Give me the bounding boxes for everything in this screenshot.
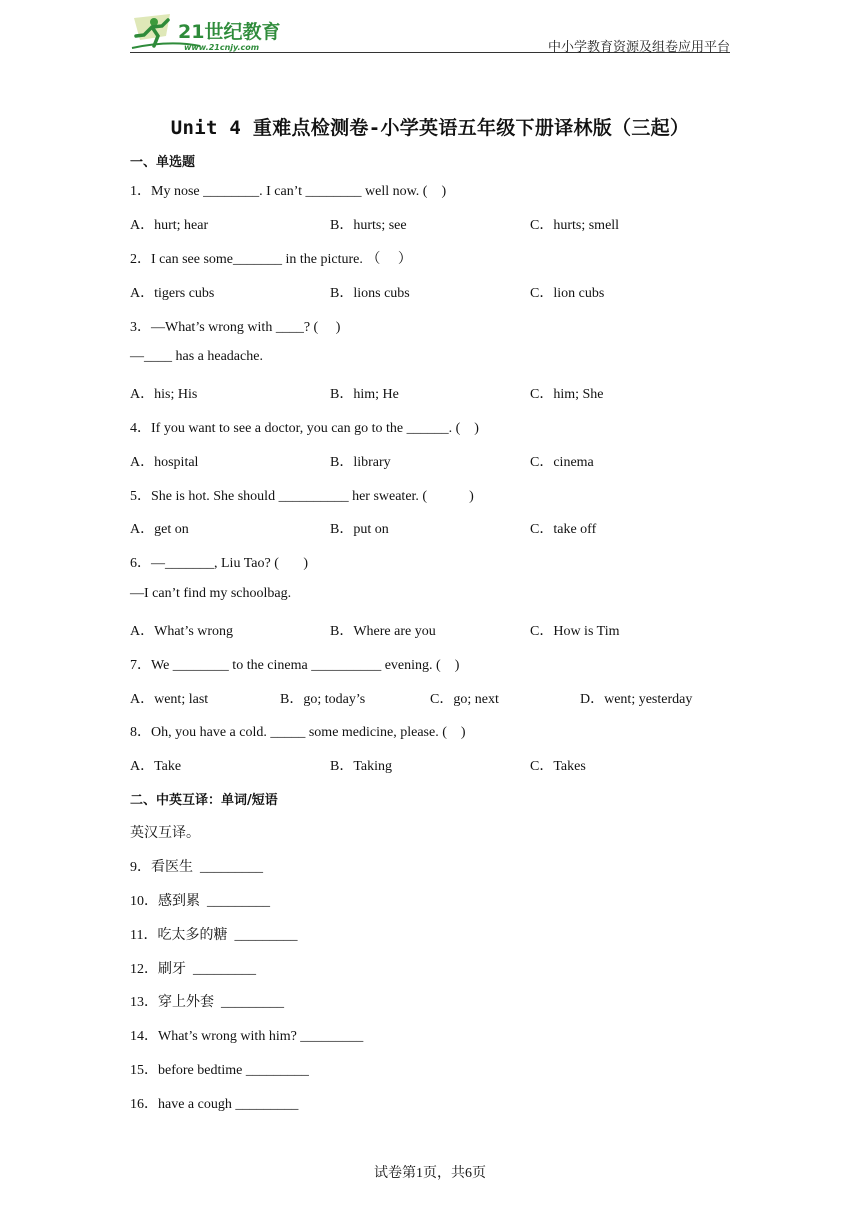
page-header — [130, 8, 730, 56]
header-divider — [130, 52, 730, 53]
question-4: 4．If you want to see a doctor, you can go to the ______. ( ) — [130, 421, 479, 436]
page-title: Unit 4 重难点检测卷-小学英语五年级下册译林版（三起） — [170, 117, 690, 139]
q6-option-b: B．Where are you — [330, 624, 436, 639]
translation-item: 13．穿上外套 _________ — [130, 995, 284, 1010]
q8-option-a: A．Take — [130, 759, 182, 774]
translation-item: 11．吃太多的糖 _________ — [130, 928, 298, 943]
question-3-reply: —____ has a headache. — [130, 349, 263, 364]
q5-option-b: B．put on — [330, 522, 389, 537]
q7-option-a: A．went; last — [130, 692, 209, 707]
q8-option-c: C．Takes — [530, 759, 586, 774]
translation-item: 12．刷牙 _________ — [130, 962, 256, 977]
q6-option-c: C．How is Tim — [530, 624, 620, 639]
q4-option-c: C．cinema — [530, 455, 594, 470]
q5-option-c: C．take off — [530, 522, 597, 537]
q3-option-b: B．him; He — [330, 387, 399, 402]
question-3: 3．—What’s wrong with ____? ( ) — [130, 320, 341, 335]
question-2: 2．I can see some_______ in the picture. （ ） — [130, 252, 412, 267]
q5-option-a: A．get on — [130, 522, 189, 537]
page-footer: 试卷第1页，共6页 — [374, 1166, 486, 1181]
question-6-reply: —I can’t find my schoolbag. — [130, 586, 292, 601]
q3-option-c: C．him; She — [530, 387, 604, 402]
q7-option-b: B．go; today’s — [280, 692, 366, 707]
question-7: 7．We ________ to the cinema __________ evening. ( ) — [130, 658, 460, 673]
section-heading-single-choice: 一、单选题 — [130, 155, 196, 170]
q3-option-a: A．his; His — [130, 387, 198, 402]
translation-item: 9．看医生 _________ — [130, 860, 263, 875]
q7-option-c: C．go; next — [430, 692, 499, 707]
q4-option-a: A．hospital — [130, 455, 199, 470]
question-1: 1．My nose ________. I can’t ________ well now. ( ) — [130, 184, 447, 199]
q2-option-c: C．lion cubs — [530, 286, 605, 301]
question-8: 8．Oh, you have a cold. _____ some medicine, please. ( ) — [130, 725, 466, 740]
section-heading-translation: 二、中英互译：单词/短语 — [130, 793, 278, 808]
translation-instruction: 英汉互译。 — [130, 826, 200, 841]
logo-url: www.21cnjy.com — [184, 43, 260, 52]
q1-option-b: B．hurts; see — [330, 218, 407, 233]
question-6: 6．—_______, Liu Tao? ( ) — [130, 556, 309, 571]
q2-option-a: A．tigers cubs — [130, 286, 215, 301]
logo-text: 21世纪教育 — [178, 21, 281, 43]
question-5: 5．She is hot. She should __________ her sweater. ( ) — [130, 489, 474, 504]
21cnjy-logo — [130, 10, 300, 54]
translation-item: 16．have a cough _________ — [130, 1097, 299, 1112]
translation-item: 10．感到累 _________ — [130, 894, 270, 909]
q7-option-d: D．went; yesterday — [580, 692, 693, 707]
translation-item: 15．before bedtime _________ — [130, 1063, 309, 1078]
q4-option-b: B．library — [330, 455, 391, 470]
platform-name: 中小学教育资源及组卷应用平台 — [547, 39, 730, 54]
q1-option-a: A．hurt; hear — [130, 218, 209, 233]
q2-option-b: B．lions cubs — [330, 286, 410, 301]
q8-option-b: B．Taking — [330, 759, 393, 774]
translation-item: 14．What’s wrong with him? _________ — [130, 1029, 364, 1044]
q6-option-a: A．What’s wrong — [130, 624, 234, 639]
q1-option-c: C．hurts; smell — [530, 218, 620, 233]
